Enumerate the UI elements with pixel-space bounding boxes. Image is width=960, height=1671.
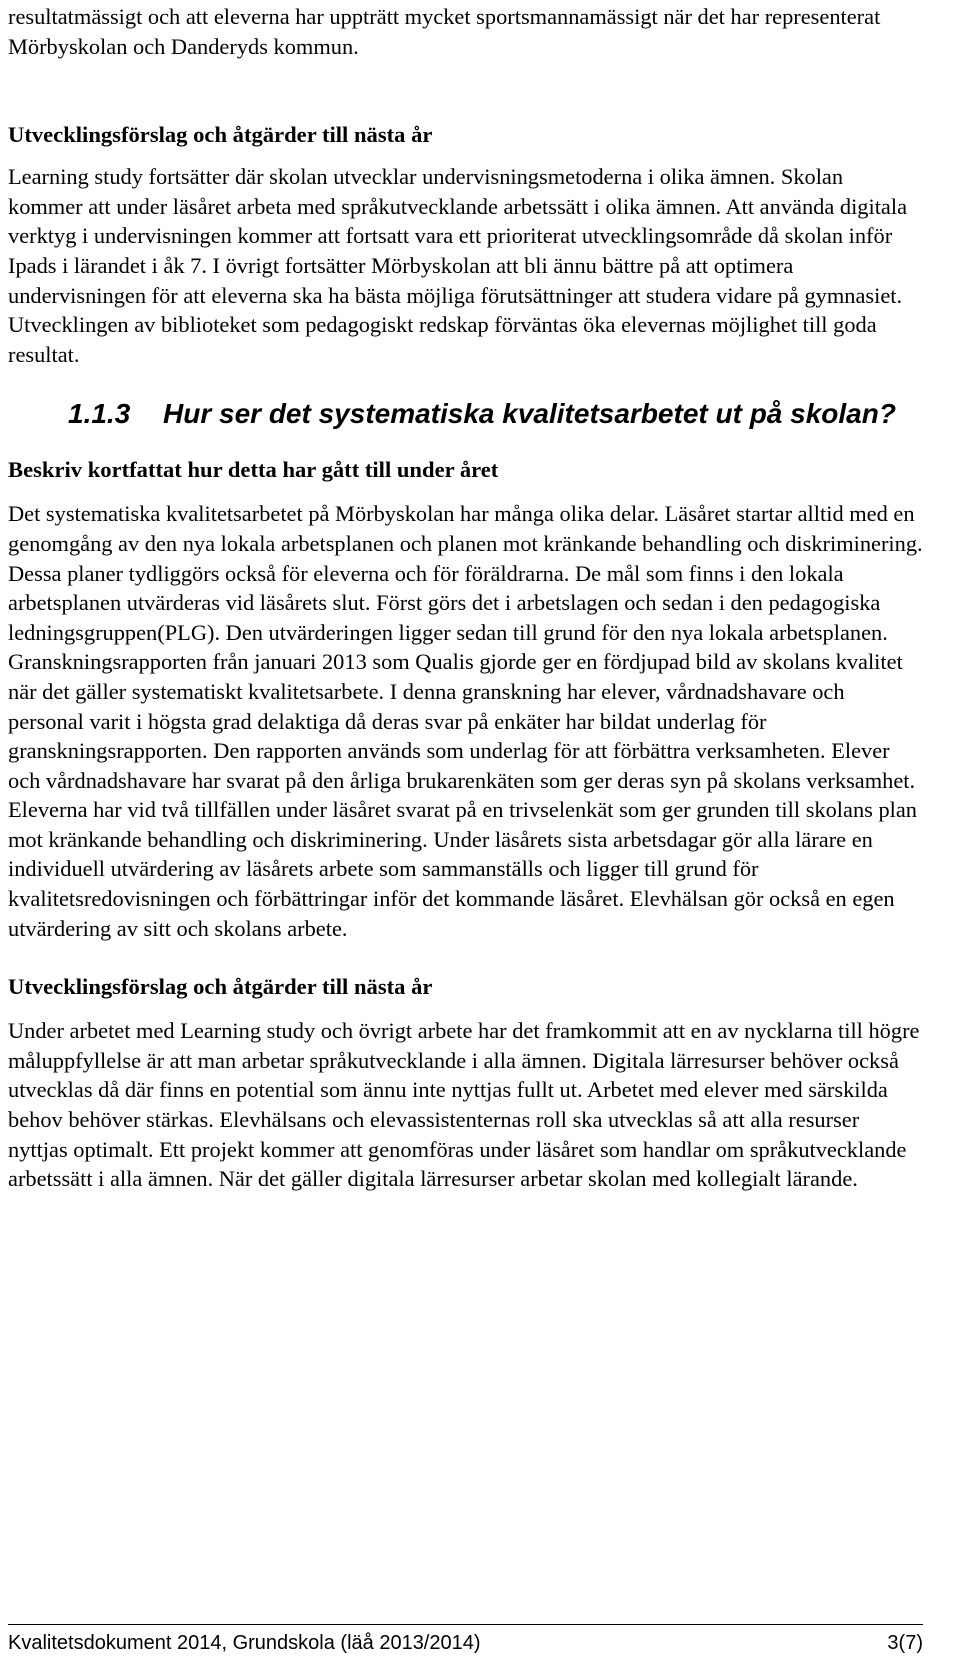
section-heading-describe: Beskriv kortfattat hur detta har gått till under året: [8, 457, 499, 483]
section-body-next-year: Under arbetet med Learning study och övrigt arbete har det framkommit att en av nycklarna till högre måluppfyllelse är att man arbetar språkutvecklande i alla ämnen. Digitala lärresurser behöver också utvecklas då där finns en potential som ännu inte nyttjas fullt ut. Arbetet med elever med särskilda behov behöver stärkas. Elevhälsans och elevassistenternas roll ska utvecklas så att alla resurser nyttjas optimalt. Ett projekt kommer att genomföras under läsåret som handlar om språkutvecklande arbetssätt i alla ämnen. När det gäller digitala lärresurser arbetar skolan med kollegialt lärande.: [8, 1018, 920, 1192]
section-body-quality-work: Det systematiska kvalitetsarbetet på Mörbyskolan har många olika delar. Läsåret startar alltid med en genomgång av den nya lokala arbetsplanen och planen mot kränkande behandling och diskriminering. Dessa planer tydliggörs också för eleverna och för föräldrarna. De mål som finns i den lokala arbetsplanen utvärderas vid läsårets slut. Först görs det i arbetslagen och sedan i den pedagogiska ledningsgruppen(PLG). Den utvärderingen ligger sedan till grund för den nya lokala arbetsplanen. Granskningsrapporten från januari 2013 som Qualis gjorde ger en fördjupad bild av skolans kvalitet när det gäller systematiskt kvalitetsarbete. I denna granskning har elever, vårdnadshavare och personal varit i högsta grad delaktiga då deras svar på enkäter har bildat underlag för granskningsrapporten. Den rapporten används som underlag för att förbättra verksamheten. Elever och vårdnadshavare har svarat på den årliga brukarenkäten som ger deras syn på skolans verksamhet. Eleverna har vid två tillfällen under läsåret svarat på en trivselenkät som ger grunden till skolans plan mot kränkande behandling och diskriminering. Under läsårets sista arbetsdagar gör alla lärare en individuell utvärdering av läsårets arbete som sammanställs och ligger till grund för kvalitetsredovisningen och förbättringar inför det kommande läsåret. Elevhälsan gör också en egen utvärdering av sitt och skolans arbete.: [8, 501, 923, 941]
section-heading-development: Utvecklingsförslag och åtgärder till nästa år: [8, 122, 433, 148]
footer-page-number: 3(7): [887, 1632, 923, 1654]
section-body-development: Learning study fortsätter där skolan utvecklar undervisningsmetoderna i olika ämnen. Skolan kommer att under läsåret arbeta med språkutvecklande arbetssätt i olika ämnen. Att använda digitala verktyg i undervisningen kommer att fortsatt vara ett prioriterat utvecklingsområde då skolan inför Ipads i lärandet i åk 7. I övrigt fortsätter Mörbyskolan att bli ännu bättre på att optimera undervisningen för att eleverna ska ha bästa möjliga förutsättninger att studera vidare på gymnasiet. Utvecklingen av biblioteket som pedagogiskt redskap förväntas öka elevernas möjlighet till goda resultat.: [8, 164, 908, 367]
chapter-number: 1.1.3: [68, 398, 131, 430]
chapter-heading: [8, 394, 923, 433]
chapter-title: Hur ser det systematiska kvalitetsarbetet ut på skolan?: [163, 398, 896, 430]
page-footer: [8, 1624, 923, 1657]
section-heading-next-year: Utvecklingsförslag och åtgärder till nästa år: [8, 974, 433, 1000]
document-page: [8, 0, 923, 1194]
footer-document-title: Kvalitetsdokument 2014, Grundskola (läå 2013/2014): [8, 1632, 481, 1654]
intro-paragraph: resultatmässigt och att eleverna har uppträtt mycket sportsmannamässigt när det har representerat Mörbyskolan och Danderyds kommun.: [8, 4, 881, 59]
